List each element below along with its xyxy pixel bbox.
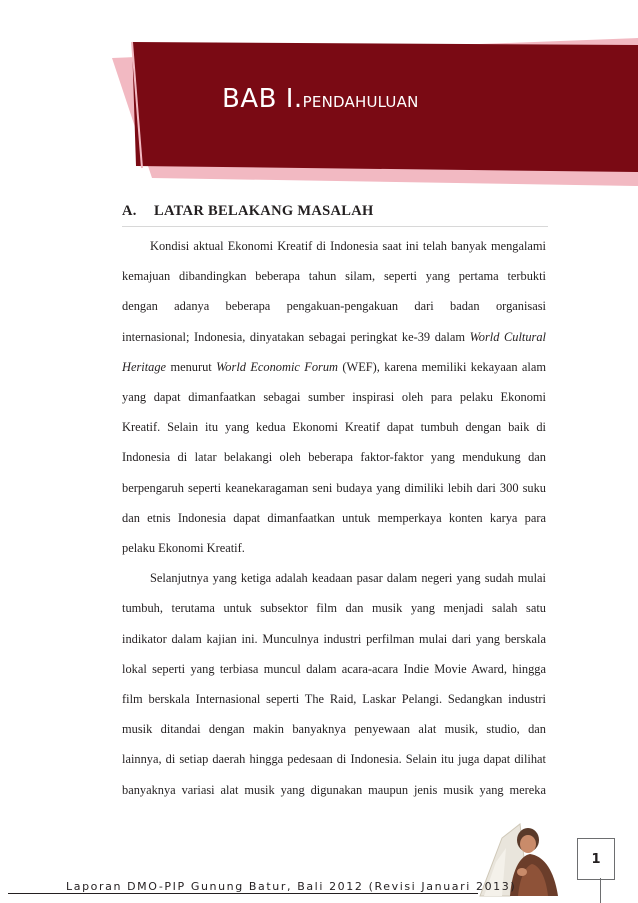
footer-rule xyxy=(8,893,478,894)
chapter-title xyxy=(222,84,419,114)
page-number-rule xyxy=(600,878,601,903)
body-italic-fragment: Heritage xyxy=(122,359,167,374)
body-line: dengan adanya beberapa pengakuan-pengakuan dari badan organisasi xyxy=(122,299,546,314)
body-line: film berskala Internasional seperti The Raid, Laskar Pelangi. Sedangkan industri xyxy=(122,692,546,707)
chapter-banner xyxy=(0,0,638,200)
body-line: lainnya, di setiap daerah hingga pedesaan di Indonesia. Selain itu juga dapat dilihat xyxy=(122,752,546,767)
chapter-number: BAB I. xyxy=(222,84,303,114)
body-line: tumbuh, terutama untuk subsektor film dan musik yang menjadi salah satu xyxy=(122,601,546,616)
body-line: indikator dalam kajian ini. Munculnya industri perfilman mulai dari yang berskala xyxy=(122,631,546,646)
body-line: Kondisi aktual Ekonomi Kreatif di Indonesia saat ini telah banyak mengalami xyxy=(150,239,546,253)
page-number: 1 xyxy=(577,838,615,880)
body-line: berpengaruh seperti keanekaragaman seni budaya yang dimiliki lebih dari 300 suku xyxy=(122,480,546,495)
body-italic-fragment: World Cultural xyxy=(469,329,546,344)
body-italic-fragment: World Economic Forum xyxy=(216,359,338,374)
body-line xyxy=(122,352,546,382)
body-fragment: menurut xyxy=(170,359,212,374)
body-line: kemajuan dibandingkan beberapa tahun silam, seperti yang pertama terbukti xyxy=(122,269,546,284)
section-title: LATAR BELAKANG MASALAH xyxy=(154,203,374,219)
body-line: lokal seperti yang terbiasa muncul dalam acara-acara Indie Movie Award, hingga xyxy=(122,661,546,676)
body-line: Kreatif. Selain itu yang kedua Ekonomi Kreatif dapat tumbuh dengan baik di xyxy=(122,420,546,435)
chapter-name: PENDAHULUAN xyxy=(302,93,419,111)
body-fragment: internasional; Indonesia, dinyatakan sebagai peringkat ke-39 dalam xyxy=(122,329,465,344)
body-line: Indonesia di latar belakangi oleh beberapa faktor-faktor yang mendukung dan xyxy=(122,450,546,465)
body-line: dan etnis Indonesia dapat dimanfaatkan untuk memperkaya konten karya para xyxy=(122,510,546,525)
section-heading xyxy=(122,203,548,227)
body-line: Selanjutnya yang ketiga adalah keadaan pasar dalam negeri yang sudah mulai xyxy=(150,571,546,586)
body-text xyxy=(122,231,546,805)
body-line xyxy=(122,322,546,352)
section-number: A. xyxy=(122,203,137,219)
body-line: yang dapat dimanfaatkan sebagai sumber inspirasi oleh para pelaku Ekonomi xyxy=(122,390,546,405)
footer-text: Laporan DMO-PIP Gunung Batur, Bali 2012 (Revisi Januari 2013) xyxy=(66,880,517,893)
body-line: pelaku Ekonomi Kreatif. xyxy=(122,541,245,556)
body-line: musik ditandai dengan makin banyaknya penyewaan alat musik, studio, dan xyxy=(122,722,546,737)
body-fragment: (WEF), karena memiliki kekayaan alam xyxy=(342,359,547,374)
body-line: banyaknya variasi alat musik yang digunakan maupun jenis musik yang mereka xyxy=(122,782,546,797)
